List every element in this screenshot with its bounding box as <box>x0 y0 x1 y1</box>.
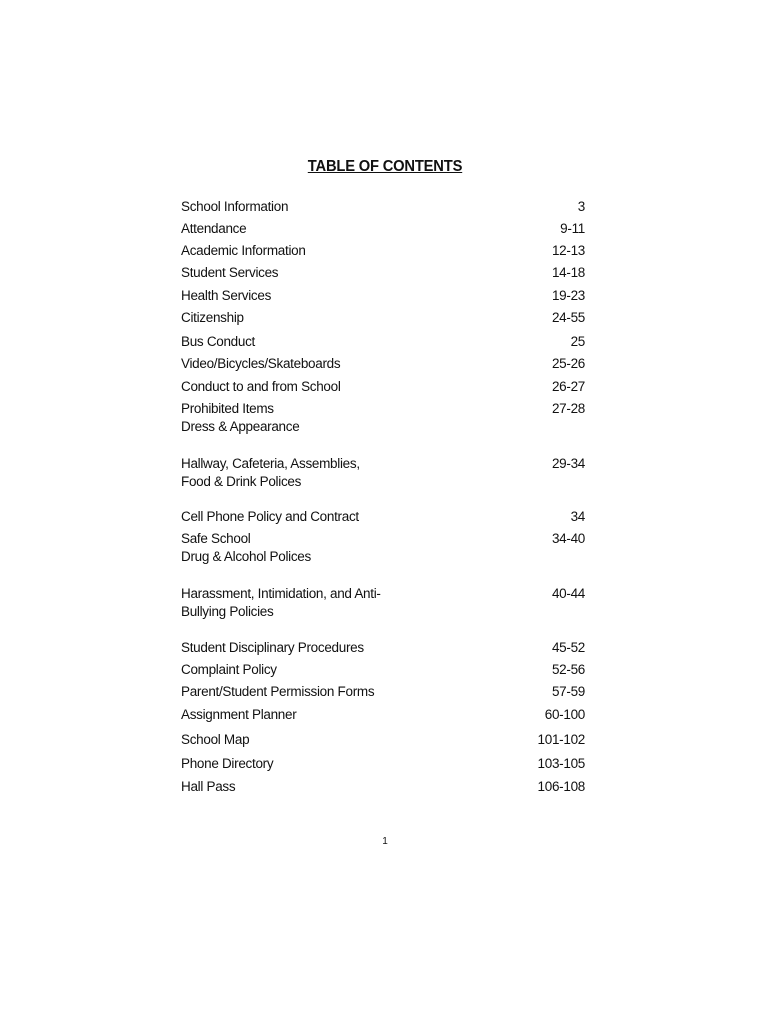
toc-entry-pages: 34-40 <box>551 531 585 546</box>
toc-entry-pages: 103-105 <box>537 756 585 771</box>
toc-entry-pages: 26-27 <box>551 379 585 394</box>
toc-entry-pages: 106-108 <box>537 779 585 794</box>
toc-entry-label: School Information <box>181 199 289 214</box>
toc-entry-pages: 25 <box>570 334 585 349</box>
toc-entry-pages: 12-13 <box>551 243 585 258</box>
toc-entry-label: Citizenship <box>181 310 244 325</box>
toc-entry-label: Video/Bicycles/Skateboards <box>181 356 341 371</box>
toc-entry-label: Cell Phone Policy and Contract <box>181 509 359 524</box>
toc-entry-pages: 27-28 <box>551 401 585 416</box>
toc-entry-pages: 101-102 <box>537 732 585 747</box>
toc-entry-label: Safe School <box>181 531 251 546</box>
toc-entry-label: Health Services <box>181 288 272 303</box>
page-number: 1 <box>382 836 388 847</box>
toc-entry-pages: 25-26 <box>551 356 585 371</box>
toc-entry-pages: 9-11 <box>560 221 585 236</box>
toc-entry-sublabel: Dress & Appearance <box>181 419 300 434</box>
toc-entry-pages: 34 <box>570 509 585 524</box>
toc-entry-label: Prohibited Items <box>181 401 274 416</box>
toc-entry-label: Academic Information <box>181 243 306 258</box>
toc-entry-label: Assignment Planner <box>181 707 297 722</box>
toc-entry-label: Conduct to and from School <box>181 379 341 394</box>
toc-entry-sublabel: Bullying Policies <box>181 604 274 619</box>
toc-entry-pages: 40-44 <box>551 586 585 601</box>
toc-entry-label: School Map <box>181 732 250 747</box>
toc-entry-label: Harassment, Intimidation, and Anti- <box>181 586 381 601</box>
toc-entry-label: Phone Directory <box>181 756 274 771</box>
page-title: TABLE OF CONTENTS <box>307 158 463 175</box>
toc-entry-label: Parent/Student Permission Forms <box>181 684 375 699</box>
toc-entry-pages: 57-59 <box>551 684 585 699</box>
toc-entry-pages: 14-18 <box>551 265 585 280</box>
toc-entry-pages: 52-56 <box>551 662 585 677</box>
toc-entry-label: Complaint Policy <box>181 662 277 677</box>
toc-entry-pages: 24-55 <box>551 310 585 325</box>
toc-entry-pages: 29-34 <box>551 456 585 471</box>
toc-entry-label: Student Services <box>181 265 279 280</box>
toc-entry-label: Student Disciplinary Procedures <box>181 640 364 655</box>
toc-entry-label: Hall Pass <box>181 779 236 794</box>
toc-entry-sublabel: Food & Drink Polices <box>181 474 302 489</box>
toc-entry-pages: 3 <box>577 199 585 214</box>
toc-entry-label: Hallway, Cafeteria, Assemblies, <box>181 456 360 471</box>
toc-entry-pages: 45-52 <box>551 640 585 655</box>
toc-entry-label: Bus Conduct <box>181 334 255 349</box>
toc-entry-pages: 60-100 <box>544 707 585 722</box>
toc-entry-pages: 19-23 <box>551 288 585 303</box>
toc-entry-sublabel: Drug & Alcohol Polices <box>181 549 311 564</box>
toc-entry-label: Attendance <box>181 221 247 236</box>
